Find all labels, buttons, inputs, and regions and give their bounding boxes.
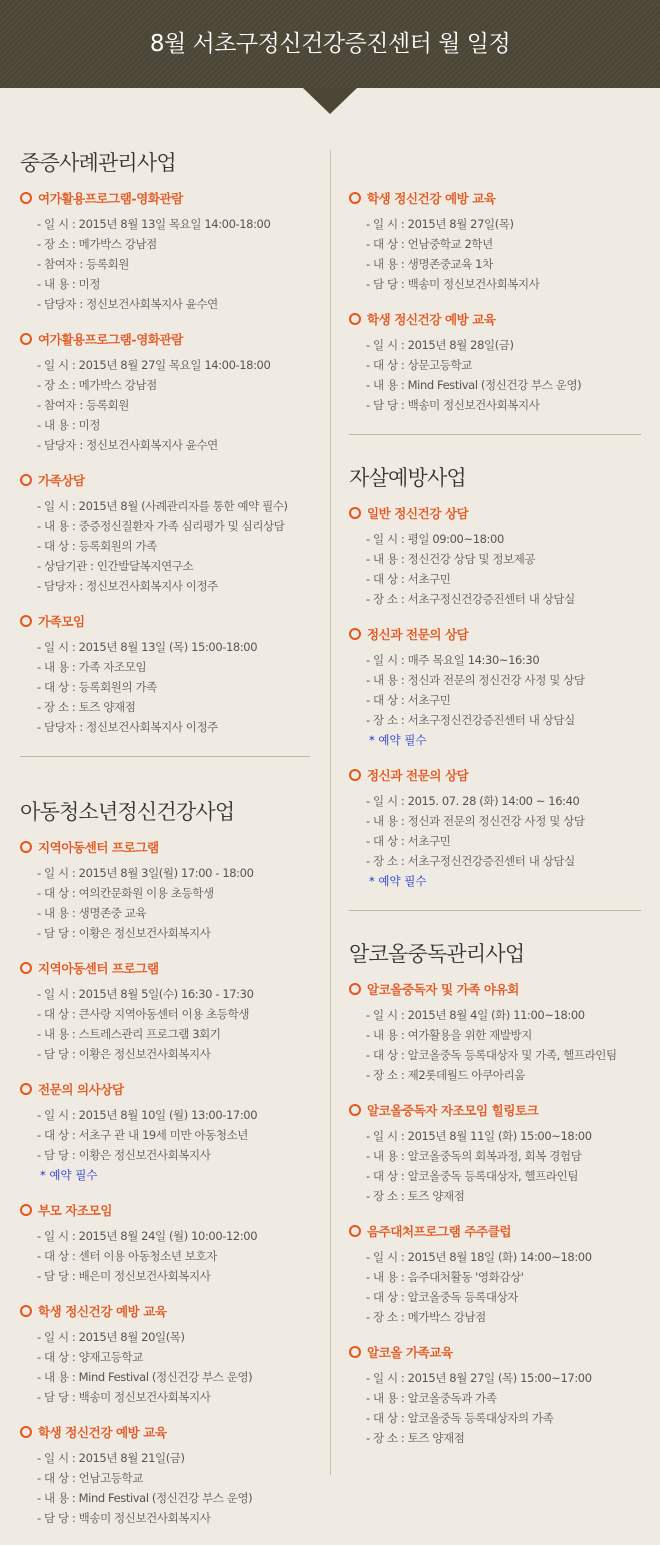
item-title-text: 여가활용프로그램-영화관람 — [38, 332, 183, 347]
item-detail: - 담 당 : 백송미 정신보건사회복지사 — [37, 1390, 211, 1404]
schedule-item — [20, 960, 310, 1064]
item-detail: - 장 소 : 메가박스 강남점 — [37, 378, 157, 392]
schedule-item — [349, 626, 641, 750]
section-spacer — [349, 969, 641, 981]
item-title — [349, 505, 641, 523]
item-detail: - 담당자 : 정신보건사회복지사 이정주 — [37, 579, 218, 593]
item-detail: - 내 용 : 여가활용을 위한 재발방지 — [366, 1028, 532, 1042]
item-detail: - 참여자 : 등록회원 — [37, 398, 129, 412]
item-detail: - 내 용 : Mind Festival (정신건강 부스 운영) — [37, 1370, 253, 1384]
item-detail: - 일 시 : 평일 09:00~18:00 — [366, 532, 504, 546]
item-detail: - 일 시 : 2015년 8월 (사례관리자를 통한 예약 필수) — [37, 499, 288, 513]
header-notch — [303, 88, 357, 114]
item-title — [20, 839, 310, 857]
section-title: 자살예방사업 — [349, 466, 466, 490]
item-detail: - 내 용 : 정신건강 상담 및 정보제공 — [366, 552, 536, 566]
item-detail: - 내 용 : 생명존중 교육 — [37, 906, 147, 920]
item-title-text: 부모 자조모임 — [38, 1203, 113, 1218]
item-detail: - 담 당 : 이황은 정신보건사회복지사 — [37, 1047, 211, 1061]
item-title — [20, 472, 310, 490]
item-title-text: 학생 정신건강 예방 교육 — [38, 1304, 167, 1319]
item-detail: - 대 상 : 서초구 관 내 19세 미만 아동청소년 — [37, 1128, 248, 1142]
circle-bullet-icon — [20, 1426, 32, 1438]
item-detail: - 담 당 : 이황은 정신보건사회복지사 — [37, 926, 211, 940]
section-spacer — [20, 827, 310, 839]
column-divider — [330, 150, 331, 1475]
item-detail: - 내 용 : 음주대처활동 '영화감상' — [366, 1270, 524, 1284]
item-title-text: 전문의 의사상담 — [38, 1082, 124, 1097]
item-detail: - 대 상 : 센터 이용 아동청소년 보호자 — [37, 1249, 217, 1263]
item-detail: - 대 상 : 큰사랑 지역아동센터 이용 초등학생 — [37, 1007, 250, 1021]
page-header — [0, 0, 660, 88]
circle-bullet-icon — [349, 983, 361, 995]
item-detail: - 장 소 : 서초구정신건강증진센터 내 상담실 — [366, 713, 575, 727]
item-detail: - 일 시 : 2015년 8월 11일 (화) 15:00~18:00 — [366, 1129, 592, 1143]
item-title — [349, 767, 641, 785]
item-title — [20, 960, 310, 978]
circle-bullet-icon — [20, 962, 32, 974]
circle-bullet-icon — [20, 1305, 32, 1317]
schedule-item — [20, 1303, 310, 1407]
item-detail: - 일 시 : 2015년 8월 24일 (월) 10:00-12:00 — [37, 1229, 258, 1243]
circle-bullet-icon — [349, 192, 361, 204]
item-detail: - 담당자 : 정신보건사회복지사 윤수연 — [37, 297, 218, 311]
item-detail: - 일 시 : 2015년 8월 4일 (화) 11:00~18:00 — [366, 1008, 585, 1022]
section-spacer — [20, 178, 310, 190]
item-detail: - 일 시 : 2015년 8월 3일(월) 17:00 - 18:00 — [37, 866, 254, 880]
item-detail: - 내 용 : 정신과 전문의 정신건강 사정 및 상담 — [366, 814, 585, 828]
item-detail: - 장 소 : 메가박스 강남점 — [37, 237, 157, 251]
schedule-item — [349, 1102, 641, 1206]
circle-bullet-icon — [20, 192, 32, 204]
item-detail: - 내 용 : 미정 — [37, 277, 101, 291]
item-title-text: 학생 정신건강 예방 교육 — [38, 1425, 167, 1440]
item-detail: - 대 상 : 언남중학교 2학년 — [366, 237, 493, 251]
schedule-item — [349, 311, 641, 415]
circle-bullet-icon — [20, 333, 32, 345]
circle-bullet-icon — [349, 769, 361, 781]
item-title — [20, 1081, 310, 1099]
schedule-item — [20, 190, 310, 314]
item-detail: - 담당자 : 정신보건사회복지사 이정주 — [37, 720, 218, 734]
item-detail: - 대 상 : 알코올중독 등록대상자의 가족 — [366, 1411, 554, 1425]
item-detail: - 담당자 : 정신보건사회복지사 윤수연 — [37, 438, 218, 452]
section-title: 아동청소년정신건강사업 — [20, 800, 235, 824]
item-title — [349, 981, 641, 999]
item-title-text: 가족모임 — [38, 614, 85, 629]
reservation-note: * 예약 필수 — [369, 874, 427, 888]
item-title — [20, 1424, 310, 1442]
item-title-text: 가족상담 — [38, 473, 85, 488]
left-column — [20, 148, 310, 1545]
item-detail: - 내 용 : 미정 — [37, 418, 101, 432]
circle-bullet-icon — [20, 1204, 32, 1216]
schedule-item — [349, 190, 641, 294]
schedule-item — [20, 613, 310, 737]
item-detail: - 일 시 : 2015년 8월 13일 (목) 15:00-18:00 — [37, 640, 258, 654]
item-title-text: 음주대처프로그램 주주클럽 — [367, 1224, 512, 1239]
item-detail: - 장 소 : 메가박스 강남점 — [366, 1310, 486, 1324]
schedule-item — [20, 1202, 310, 1286]
item-detail: - 일 시 : 2015년 8월 18일 (화) 14:00~18:00 — [366, 1250, 592, 1264]
item-detail: - 일 시 : 2015년 8월 27일 (목) 15:00~17:00 — [366, 1371, 592, 1385]
item-title-text: 여가활용프로그램-영화관람 — [38, 191, 183, 206]
item-title — [349, 626, 641, 644]
item-detail: - 장 소 : 서초구정신건강증진센터 내 상담실 — [366, 854, 575, 868]
item-detail: - 대 상 : 언남고등학교 — [37, 1471, 143, 1485]
schedule-item — [349, 981, 641, 1085]
item-detail: - 대 상 : 등록회원의 가족 — [37, 539, 157, 553]
item-title — [349, 1223, 641, 1241]
item-detail: - 일 시 : 2015년 8월 13일 목요일 14:00-18:00 — [37, 217, 271, 231]
item-detail: - 대 상 : 등록회원의 가족 — [37, 680, 157, 694]
item-detail: - 장 소 : 토즈 양재점 — [366, 1189, 465, 1203]
reservation-note: * 예약 필수 — [40, 1168, 98, 1182]
schedule-item — [20, 472, 310, 596]
item-detail: - 일 시 : 2015년 8월 27일(목) — [366, 217, 514, 231]
item-detail: - 내 용 : 중증정신질환자 가족 심리평가 및 심리상담 — [37, 519, 285, 533]
item-title-text: 지역아동센터 프로그램 — [38, 961, 159, 976]
item-detail: - 담 당 : 배은미 정신보건사회복지사 — [37, 1269, 211, 1283]
section-divider — [349, 910, 641, 911]
item-detail: - 대 상 : 서초구민 — [366, 572, 451, 586]
item-title — [20, 190, 310, 208]
circle-bullet-icon — [349, 1225, 361, 1237]
item-detail: - 담 당 : 백송미 정신보건사회복지사 — [37, 1511, 211, 1525]
page-title: 8월 서초구정신건강증진센터 월 일정 — [149, 31, 511, 57]
item-title-text: 일반 정신건강 상담 — [367, 506, 469, 521]
item-title-text: 알코올 가족교육 — [367, 1345, 453, 1360]
item-title — [20, 331, 310, 349]
circle-bullet-icon — [349, 1104, 361, 1116]
item-detail: - 일 시 : 2015. 07. 28 (화) 14:00 ~ 16:40 — [366, 794, 580, 808]
section-divider — [20, 756, 310, 757]
item-detail: - 내 용 : 정신과 전문의 정신건강 사정 및 상담 — [366, 673, 585, 687]
item-title — [349, 190, 641, 208]
schedule-item — [349, 505, 641, 609]
schedule-item — [20, 1081, 310, 1185]
item-detail: - 상담기관 : 인간발달복지연구소 — [37, 559, 194, 573]
item-title — [349, 1344, 641, 1362]
schedule-item — [349, 1344, 641, 1448]
item-detail: - 일 시 : 2015년 8월 21일(금) — [37, 1451, 185, 1465]
item-detail: - 일 시 : 매주 목요일 14:30~16:30 — [366, 653, 540, 667]
circle-bullet-icon — [20, 615, 32, 627]
item-title — [20, 1202, 310, 1220]
item-detail: - 내 용 : 스트레스관리 프로그램 3회기 — [37, 1027, 221, 1041]
circle-bullet-icon — [349, 507, 361, 519]
section-title: 중증사례관리사업 — [20, 151, 176, 175]
item-title — [349, 1102, 641, 1120]
item-detail: - 대 상 : 서초구민 — [366, 693, 451, 707]
circle-bullet-icon — [20, 841, 32, 853]
item-detail: - 내 용 : Mind Festival (정신건강 부스 운영) — [37, 1491, 253, 1505]
item-detail: - 내 용 : 생명존중교육 1차 — [366, 257, 493, 271]
item-title — [20, 1303, 310, 1321]
item-title — [20, 613, 310, 631]
item-title-text: 정신과 전문의 상담 — [367, 627, 469, 642]
circle-bullet-icon — [349, 1346, 361, 1358]
item-detail: - 일 시 : 2015년 8월 5일(수) 16:30 - 17:30 — [37, 987, 254, 1001]
item-title-text: 정신과 전문의 상담 — [367, 768, 469, 783]
item-detail: - 대 상 : 여의칸문화원 이용 초등학생 — [37, 886, 214, 900]
item-title-text: 학생 정신건강 예방 교육 — [367, 312, 496, 327]
item-detail: - 장 소 : 토즈 양재점 — [366, 1431, 465, 1445]
schedule-item — [349, 767, 641, 891]
item-detail: - 대 상 : 상문고등학교 — [366, 358, 472, 372]
item-detail: - 내 용 : 알코올중독의 회복과정, 회복 경험담 — [366, 1149, 582, 1163]
circle-bullet-icon — [349, 628, 361, 640]
item-title-text: 알코올중독자 자조모임 힐링토크 — [367, 1103, 539, 1118]
schedule-item — [20, 1424, 310, 1528]
item-detail: - 일 시 : 2015년 8월 28일(금) — [366, 338, 514, 352]
item-title-text: 학생 정신건강 예방 교육 — [367, 191, 496, 206]
item-detail: - 내 용 : 알코올중독과 가족 — [366, 1391, 497, 1405]
item-detail: - 장 소 : 토즈 양재점 — [37, 700, 136, 714]
item-detail: - 일 시 : 2015년 8월 10일 (월) 13:00-17:00 — [37, 1108, 258, 1122]
right-column — [349, 190, 641, 1465]
item-detail: - 장 소 : 서초구정신건강증진센터 내 상담실 — [366, 592, 575, 606]
section-spacer — [349, 493, 641, 505]
item-detail: - 대 상 : 알코올중독 등록대상자, 헬프라인팀 — [366, 1169, 579, 1183]
item-detail: - 내 용 : Mind Festival (정신건강 부스 운영) — [366, 378, 582, 392]
item-title — [349, 311, 641, 329]
item-detail: - 대 상 : 양재고등학교 — [37, 1350, 143, 1364]
item-detail: - 담 당 : 백송미 정신보건사회복지사 — [366, 398, 540, 412]
circle-bullet-icon — [20, 474, 32, 486]
item-detail: - 장 소 : 제2롯데월드 아쿠아리움 — [366, 1068, 525, 1082]
item-title-text: 알코올중독자 및 가족 야유회 — [367, 982, 519, 997]
section-divider — [349, 434, 641, 435]
circle-bullet-icon — [20, 1083, 32, 1095]
item-detail: - 내 용 : 가족 자조모임 — [37, 660, 147, 674]
item-detail: - 일 시 : 2015년 8월 20일(목) — [37, 1330, 185, 1344]
item-detail: - 일 시 : 2015년 8월 27일 목요일 14:00-18:00 — [37, 358, 271, 372]
circle-bullet-icon — [349, 313, 361, 325]
schedule-item — [349, 1223, 641, 1327]
item-title-text: 지역아동센터 프로그램 — [38, 840, 159, 855]
schedule-item — [20, 331, 310, 455]
item-detail: - 참여자 : 등록회원 — [37, 257, 129, 271]
item-detail: - 대 상 : 알코올중독 등록대상자 — [366, 1290, 519, 1304]
item-detail: - 담 당 : 이황은 정신보건사회복지사 — [37, 1148, 211, 1162]
item-detail: - 담 당 : 백송미 정신보건사회복지사 — [366, 277, 540, 291]
item-detail: - 대 상 : 알코올중독 등록대상자 및 가족, 헬프라인팀 — [366, 1048, 617, 1062]
item-detail: - 대 상 : 서초구민 — [366, 834, 451, 848]
reservation-note: * 예약 필수 — [369, 733, 427, 747]
schedule-item — [20, 839, 310, 943]
section-title: 알코올중독관리사업 — [349, 942, 525, 966]
